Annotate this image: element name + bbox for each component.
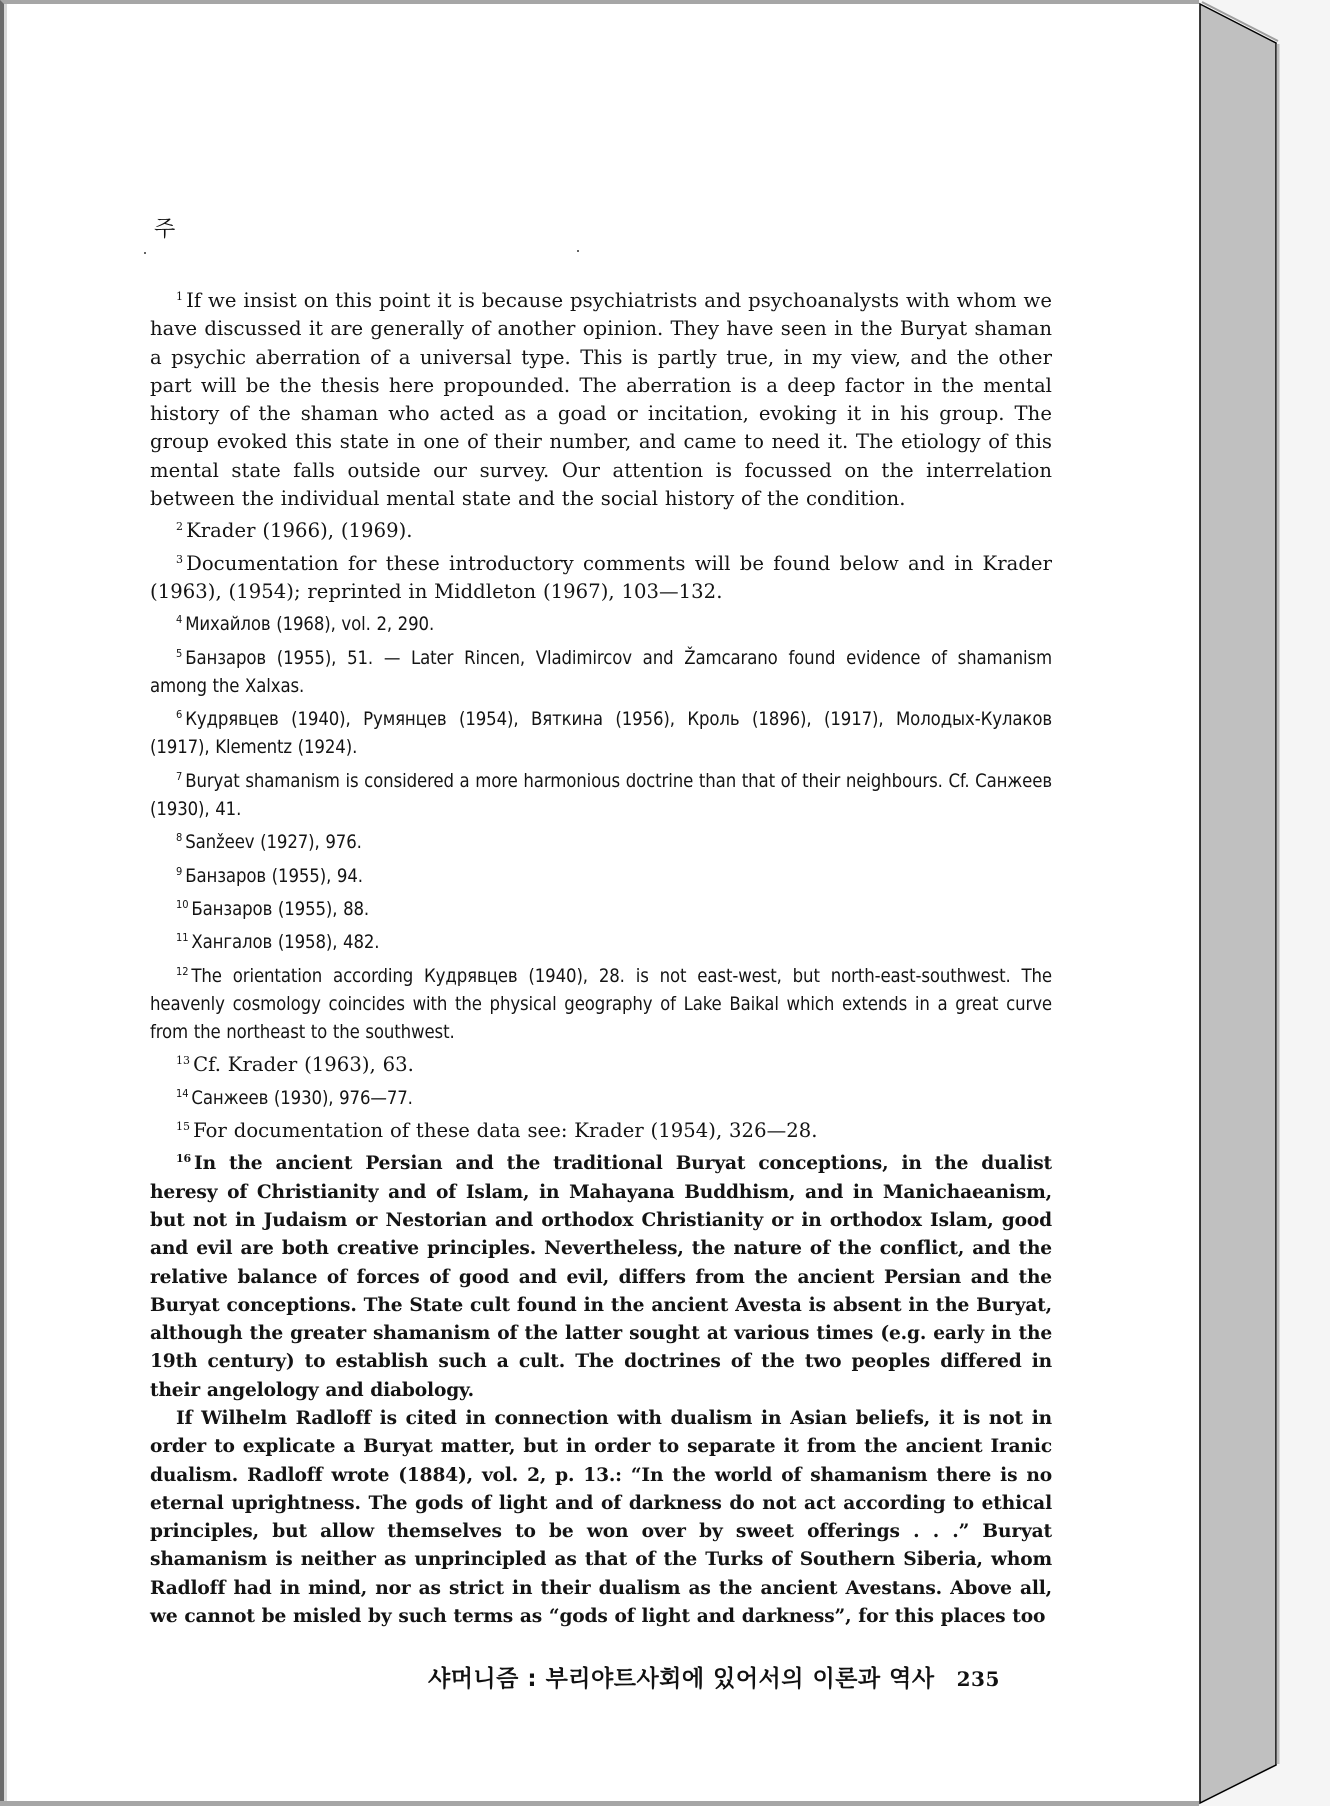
footnote-3 bbox=[150, 546, 1052, 607]
footnote-13 bbox=[150, 1047, 1052, 1079]
footnote-text: For documentation of these data see: Krader (1954), 326—28. bbox=[193, 1119, 818, 1143]
footnote-16-continuation bbox=[150, 1405, 1052, 1631]
footnote-number: 4 bbox=[176, 613, 183, 627]
footnote-text: Documentation for these introductory comments will be found below and in Krader (1963), (1954); reprinted in Middleton (1967), 103—132. bbox=[150, 551, 1052, 603]
footnote-1 bbox=[150, 283, 1052, 513]
footnote-12 bbox=[150, 958, 1052, 1048]
footnote-number: 15 bbox=[176, 1120, 191, 1134]
page-number: 235 bbox=[956, 1667, 1000, 1691]
footnote-number: 13 bbox=[176, 1054, 191, 1068]
footnote-text: Хангалов (1958), 482. bbox=[191, 932, 380, 954]
footnote-14 bbox=[150, 1080, 1052, 1113]
footnote-text: Банзаров (1955), 88. bbox=[191, 898, 370, 920]
footnote-4 bbox=[150, 606, 1052, 639]
footnote-text: Михайлов (1968), vol. 2, 290. bbox=[185, 614, 435, 636]
footnote-7 bbox=[150, 763, 1052, 825]
footnote-11 bbox=[150, 924, 1052, 957]
page-bottom-edge bbox=[0, 1801, 1199, 1806]
footnote-text: Sanžeev (1927), 976. bbox=[185, 832, 362, 854]
footnote-text: Cf. Krader (1963), 63. bbox=[193, 1053, 414, 1077]
footnote-number: 9 bbox=[176, 864, 183, 878]
footnote-number: 1 bbox=[176, 290, 184, 303]
footnote-6 bbox=[150, 701, 1052, 763]
footnote-5 bbox=[150, 640, 1052, 702]
footnote-text: Buryat shamanism is considered a more harmonious doctrine than that of their neighbours. Cf. Санжеев (1930), 41. bbox=[150, 770, 1052, 821]
footnote-text: Санжеев (1930), 976—77. bbox=[191, 1087, 413, 1109]
footnote-number: 16 bbox=[176, 1152, 192, 1166]
footnote-text: If we insist on this point it is because psychiatrists and psychoanalysts with whom we have discussed it are generally of another opinion. They have seen in the Buryat shaman a psychic aberration of a universal type. This is partly true, in my view, and the other part will be the thesis here propounded. The aberration is a deep factor in the mental history of the shaman who acted as a goad or incitation, evoking it in his group. The group evoked this state in one of their number, and came to need it. The etiology of this mental state falls outside our survey. Our attention is focussed on the interrelation between the individual mental state and the social history of the condition. bbox=[150, 289, 1052, 511]
footnote-2 bbox=[150, 513, 1052, 545]
footnote-number: 5 bbox=[176, 646, 183, 660]
footnote-text: Krader (1966), (1969). bbox=[186, 519, 413, 543]
running-footer bbox=[428, 1660, 1000, 1693]
footnote-number: 14 bbox=[176, 1086, 189, 1100]
scan-speck bbox=[144, 252, 146, 254]
scan-speck bbox=[577, 250, 579, 252]
footnote-text: Кудрявцев (1940), Румянцев (1954), Вяткина (1956), Кроль (1896), (1917), Молодых-Кулаков (1917), Klementz (1924). bbox=[150, 709, 1052, 759]
footnote-number: 6 bbox=[176, 708, 183, 722]
notes-heading: 주 bbox=[154, 217, 176, 242]
footnote-number: 2 bbox=[176, 520, 184, 534]
page-thickness-edge bbox=[1196, 0, 1286, 1806]
footnote-number: 3 bbox=[176, 552, 184, 566]
footnote-10 bbox=[150, 891, 1052, 924]
footnote-16 bbox=[150, 1145, 1052, 1405]
footnote-number: 10 bbox=[176, 897, 189, 911]
footnote-text: The orientation according Кудрявцев (1940), 28. is not east-west, but north-east-southwest. The heavenly cosmology coincides with the physical geography of Lake Baikal which extends in a great curve from the northeast to the southwest. bbox=[150, 965, 1052, 1044]
footnote-text: Банзаров (1955), 94. bbox=[185, 865, 363, 887]
footnote-8 bbox=[150, 824, 1052, 857]
footnote-text: Банзаров (1955), 51. — Later Rincen, Vladimircov and Žamcarano found evidence of shamanism among the Xalxas. bbox=[150, 647, 1052, 697]
footnote-number: 8 bbox=[176, 831, 183, 845]
footnote-text: In the ancient Persian and the traditional Buryat conceptions, in the dualist heresy of Christianity and of Islam, in Mahayana Buddhism, and in Manichaeanism, but not in Judaism or Nestorian and orthodox Christianity or in orthodox Islam, good and evil are both creative principles. Nevertheless, the nature of the conflict, and the relative balance of forces of good and evil, differs from the ancient Persian and the Buryat conceptions. The State cult found in the ancient Avesta is absent in the Buryat, although the greater shamanism of the latter sought at various times (e.g. early in the 19th century) to establish such a cult. The doctrines of the two peoples differed in their angelology and diabology. bbox=[150, 1153, 1052, 1401]
footnote-number: 11 bbox=[176, 931, 189, 945]
footnote-9 bbox=[150, 858, 1052, 891]
footnote-number: 12 bbox=[176, 964, 189, 978]
footnotes bbox=[150, 283, 1052, 1631]
running-title: 샤머니즘 : 부리야트사회에 있어서의 이론과 역사 bbox=[428, 1666, 935, 1692]
footnote-15 bbox=[150, 1113, 1052, 1145]
footnote-text: If Wilhelm Radloff is cited in connection with dualism in Asian beliefs, it is not in order to explicate a Buryat matter, but in order to separate it from the ancient Iranic dualism. Radloff wrote (1884), vol. 2, p. 13.: “In the world of shamanism there is no eternal uprightness. The gods of light and of darkness do not act according to ethical principles, but allow themselves to be won over by sweet offerings . . .” Buryat shamanism is neither as unprincipled as that of the Turks of Southern Siberia, whom Radloff had in mind, nor as strict in their dualism as the ancient Avestans. Above all, we cannot be misled by such terms as “gods of light and darkness”, for this places too bbox=[150, 1407, 1052, 1628]
footnote-number: 7 bbox=[176, 769, 183, 783]
